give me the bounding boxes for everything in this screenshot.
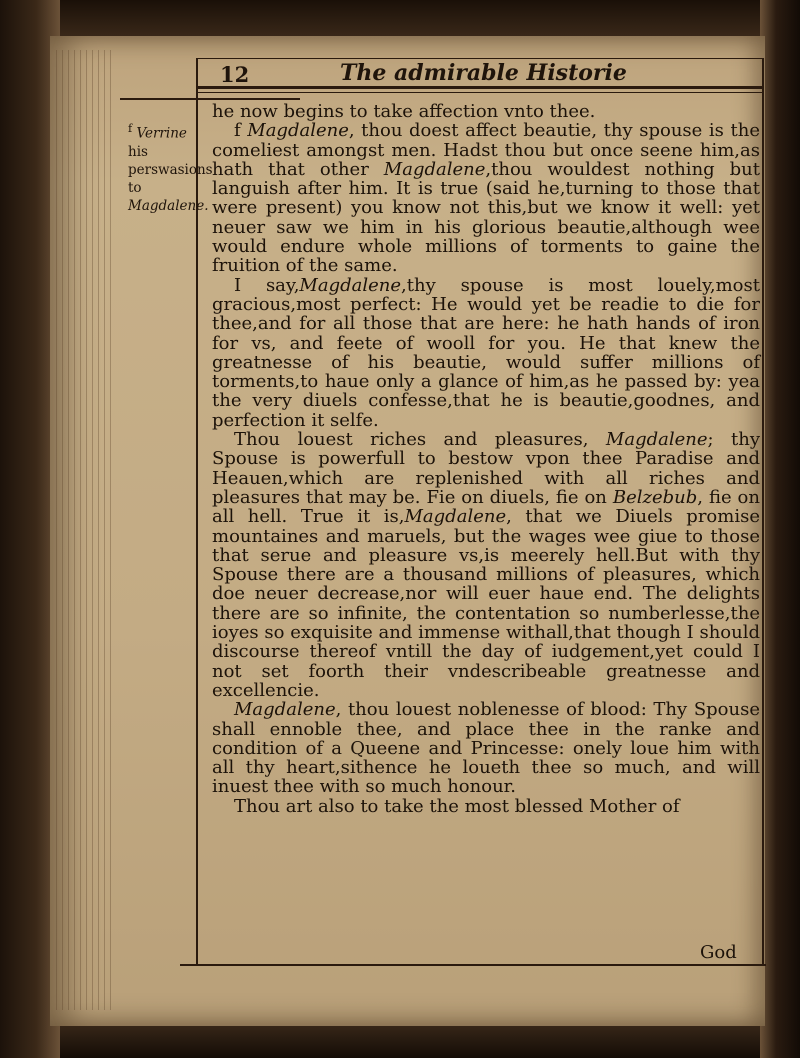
text-run: ,thy spouse is most louely,most gracious,most perfect: He would yet be readie to die for thee,and for all those that are here: he hath hands of iron for vs, and feete of wooll for you. He that knew the greatnesse of his beautie, would suffer millions of torments,to haue only a glance of him,as he passed by: yea the very diuels confesse,that he is beautie,goodnes, and perfection it selfe. xyxy=(212,274,760,431)
margin-note xyxy=(128,120,213,215)
body-text xyxy=(212,102,760,816)
paragraph xyxy=(212,121,760,275)
italic-name: Magdalene xyxy=(383,158,486,180)
text-run: Thou art also to take the most blessed Mother of xyxy=(234,795,680,817)
italic-name: Magdalene xyxy=(404,506,507,528)
paragraph xyxy=(212,797,760,816)
text-run: , thou louest noblenesse of blood: Thy Spouse shall ennoble thee, and place thee in the ranke and condition of a Queene and Princesse: onely loue him with all thy heart,sithence he loueth thee so much, and will inuest thee with so much honour. xyxy=(212,699,760,798)
header-rule-thin xyxy=(196,92,764,93)
frame-top-rule xyxy=(196,58,764,59)
italic-name: Magdalene xyxy=(299,274,402,296)
margin-note-name: Verrine xyxy=(136,125,187,142)
paragraph xyxy=(212,700,760,796)
text-run: ,thou wouldest nothing but languish after him. It is true (said he,turning to those that were present) you know not this,but we know it well: yet neuer saw we him in his glorious beautie,although wee would endure whole millions of torments to gaine the fruition of the same. xyxy=(212,158,761,277)
paragraph xyxy=(212,430,760,700)
text-run: f xyxy=(234,120,248,142)
text-run: , that we Diuels promise mountaines and maruels, but the wages wee giue to those that serue and pleasure vs,is meerely hell.But with thy Spouse there are a thousand millions of pleasures, which doe neuer decrease,nor will euer haue end. The delights there are so infinite, the contentation so numberlesse,the ioyes so exquisite and immense withall,that though I should discourse thereof vntill the day of iudgement,yet could I not set foorth their vndescribeable greatnesse and excellencie. xyxy=(212,506,760,701)
text-run: ; thy Spouse is powerfull to bestow vpon thee Paradise and Heauen,which are replenished with all riches and pleasures that may be. Fie on diuels, fie on xyxy=(212,429,760,508)
paragraph xyxy=(212,276,760,430)
italic-name: Magdalene xyxy=(234,699,336,721)
margin-note-rule xyxy=(120,98,300,100)
text-run: , thou doest affect beautie, thy spouse is the comeliest amongst men. Hadst thou but once seene him,as hath that other xyxy=(212,120,760,180)
page-number: 12 xyxy=(220,62,250,87)
paragraph xyxy=(212,102,760,121)
margin-note-mark: f xyxy=(128,122,133,135)
italic-name: Belzebub xyxy=(612,486,698,508)
frame-right-rule xyxy=(762,58,764,966)
scan-border-right xyxy=(760,0,800,1058)
header-rule xyxy=(196,86,764,89)
catchword: God xyxy=(700,942,737,963)
text-run: I say, xyxy=(234,274,300,296)
frame-bottom-rule xyxy=(180,964,766,966)
text-run: Thou louest riches and pleasures, xyxy=(234,429,606,451)
italic-name: Magdalene xyxy=(605,429,708,451)
scan-border-top xyxy=(0,0,800,40)
italic-name: Magdalene xyxy=(247,120,349,142)
running-head: The admirable Historie xyxy=(340,60,627,86)
margin-note-name-2: Magdalene. xyxy=(128,197,209,214)
margin-note-text: his perswasions to xyxy=(128,143,213,196)
text-run: he now begins to take affection vnto thee. xyxy=(212,101,596,122)
text-run: , fie on all hell. True it is, xyxy=(212,486,760,528)
page-gutter-edges xyxy=(56,50,116,1010)
